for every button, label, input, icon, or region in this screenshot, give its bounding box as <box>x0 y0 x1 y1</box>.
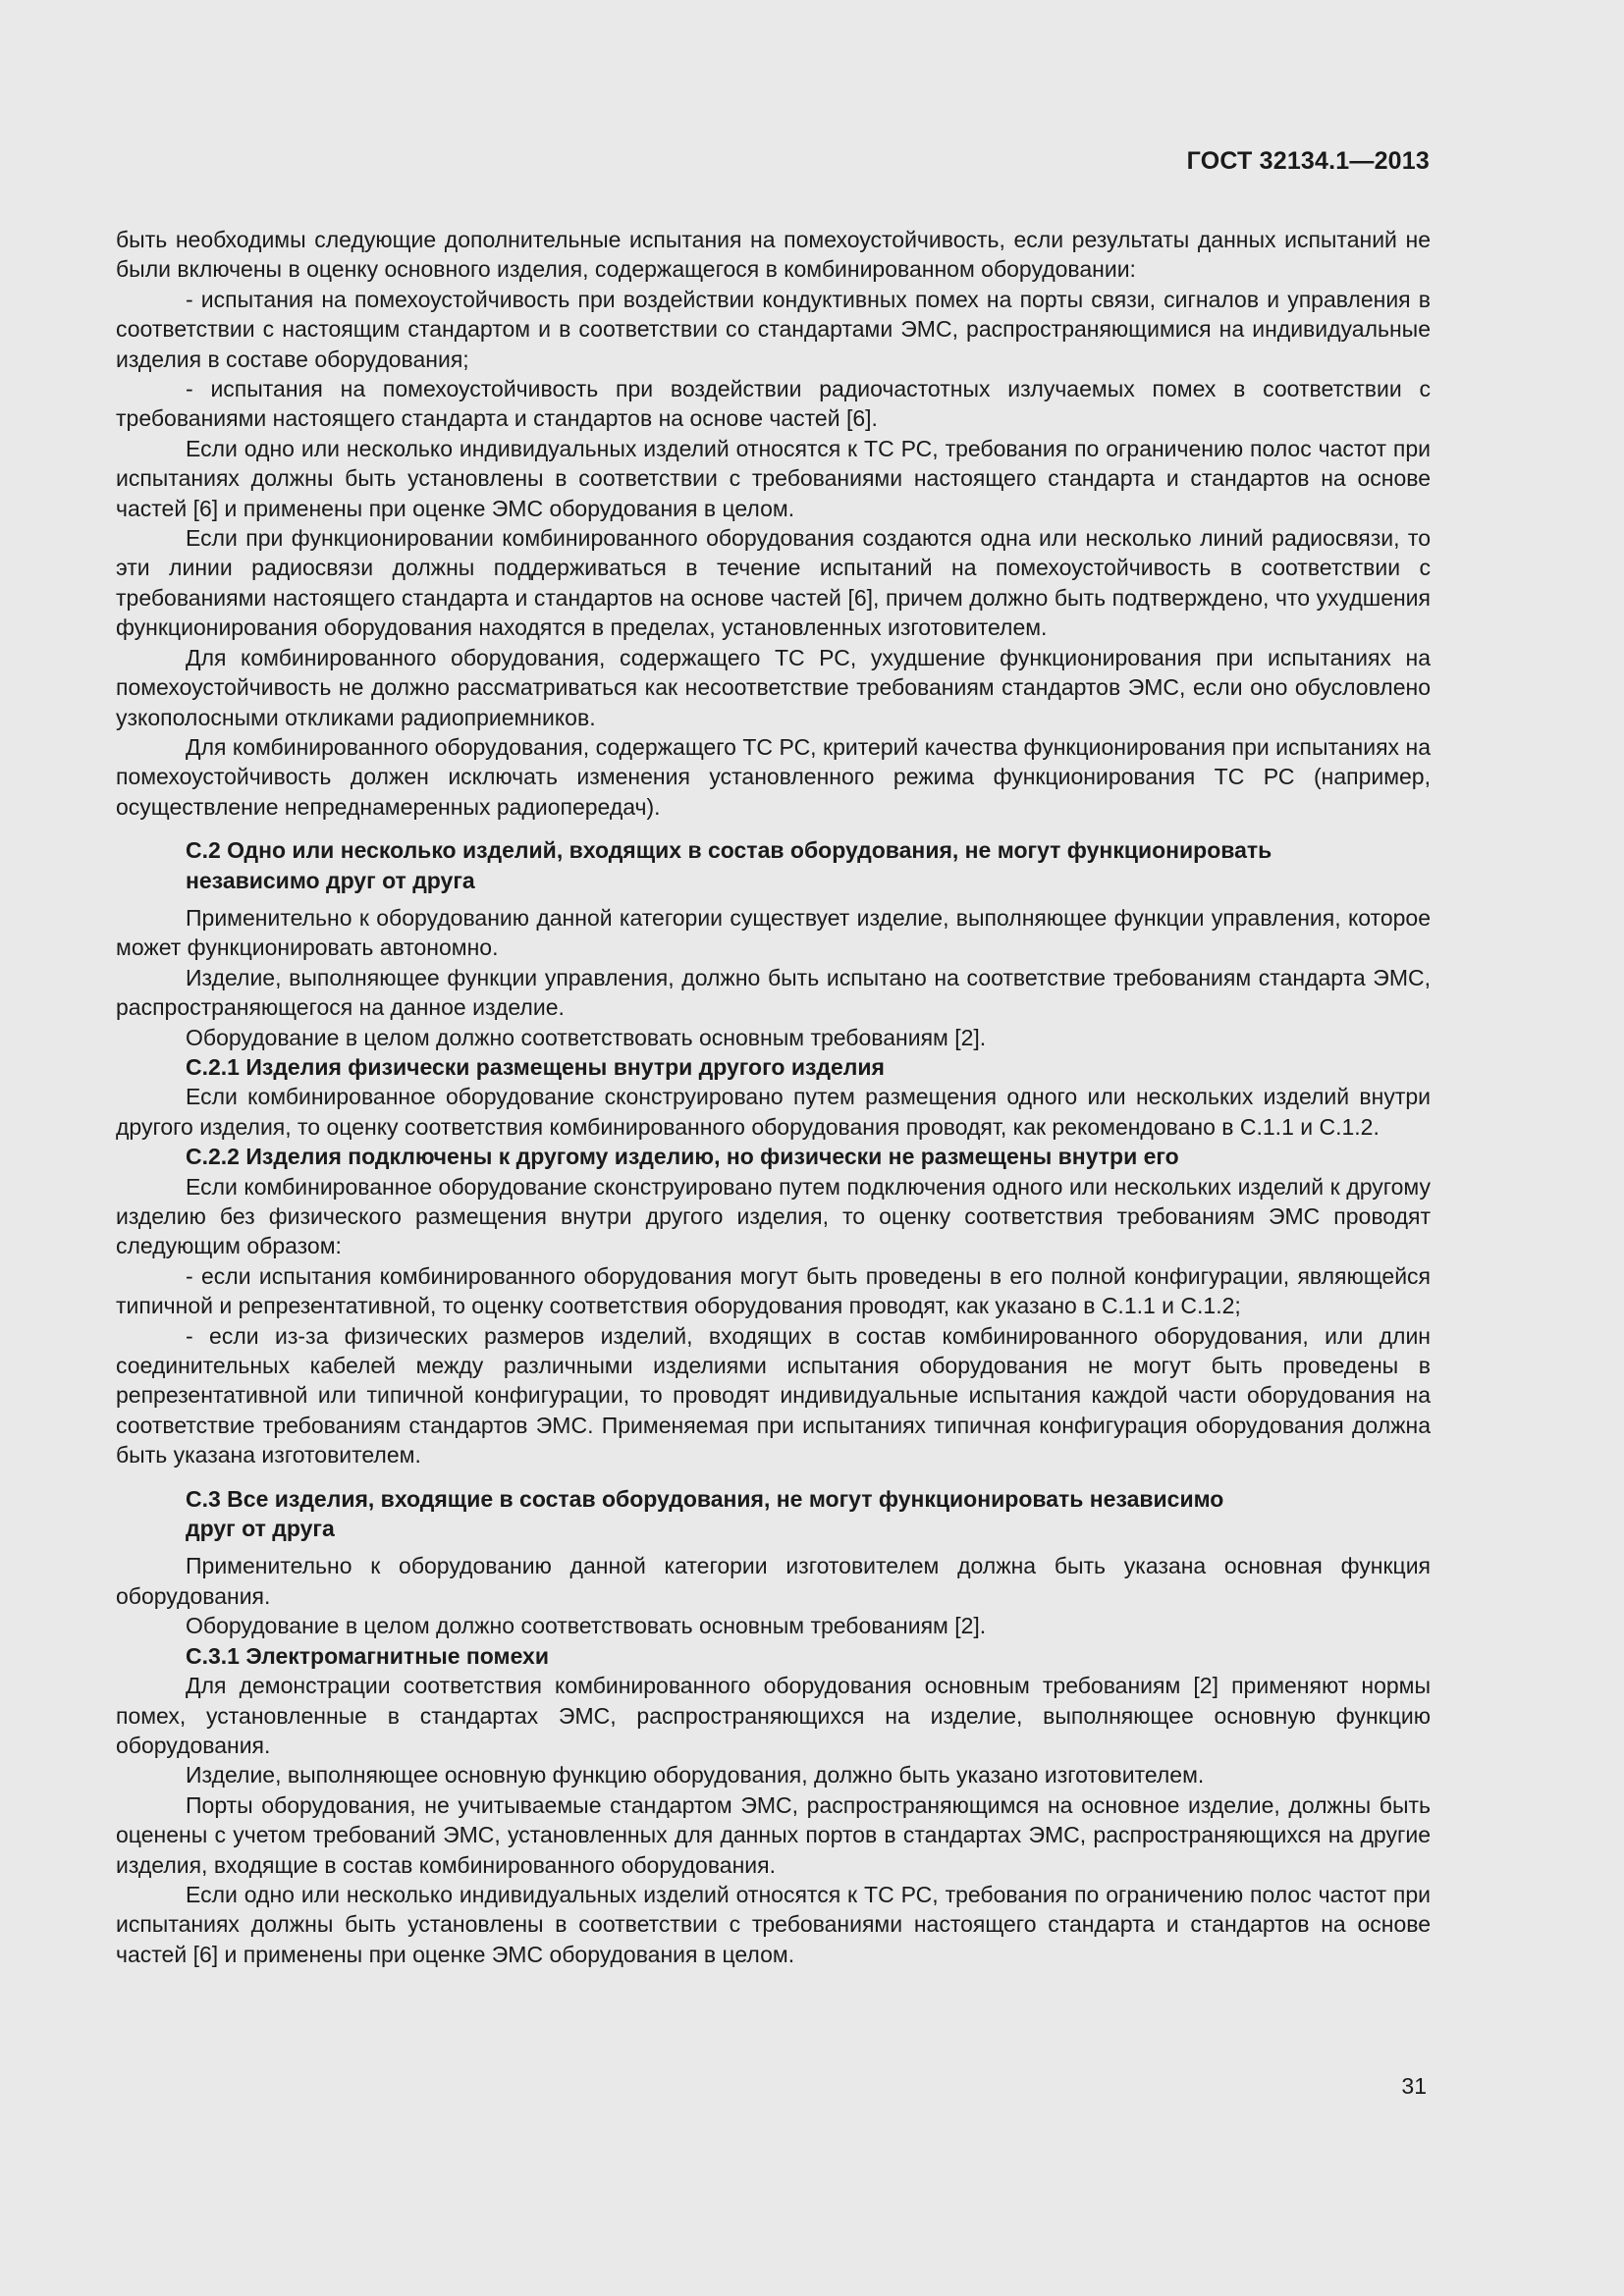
list-item: - испытания на помехоустойчивость при воздействии радиочастотных излучаемых помех в соответствии с требованиями настоящего стандарта и стандартов на основе частей [6]. <box>116 376 1431 432</box>
document-code: ГОСТ 32134.1—2013 <box>1186 147 1430 175</box>
page-number: 31 <box>1401 2073 1427 2099</box>
paragraph: Применительно к оборудованию данной категории существует изделие, выполняющее функции управления, которое может функционировать автономно. <box>116 904 1431 961</box>
paragraph: Применительно к оборудованию данной категории изготовителем должна быть указана основная функция оборудования. <box>116 1553 1431 1609</box>
paragraph: Для комбинированного оборудования, содержащего ТС РС, ухудшение функционирования при испытаниях на помехоустойчивость не должно рассматриваться как несоответствие требованиям стандартов ЭМС, если оно обусловлено узкополосными откликами радиоприемников. <box>116 644 1431 730</box>
paragraph: Изделие, выполняющее основную функцию оборудования, должно быть указано изготовителем. <box>186 1762 1205 1789</box>
paragraph: Порты оборудования, не учитываемые стандартом ЭМС, распространяющимся на основное изделие, должны быть оценены с учетом требований ЭМС, установленных для данных портов в стандартах ЭМС, распространяющихся на другие изделия, входящие в состав комбинированного оборудования. <box>116 1791 1431 1878</box>
list-item: - испытания на помехоустойчивость при воздействии кондуктивных помех на порты связи, сигналов и управления в соответствии с настоящим стандартом и в соответствии со стандартами ЭМС, распространяющимися на индивидуальные изделия в составе оборудования; <box>116 286 1431 372</box>
subsection-heading-c21: С.2.1 Изделия физически размещены внутри другого изделия <box>186 1053 885 1080</box>
paragraph: Изделие, выполняющее функции управления, должно быть испытано на соответствие требованиям стандарта ЭМС, распространяющегося на данное изделие. <box>116 964 1431 1021</box>
heading-line: С.3 Все изделия, входящие в состав оборудования, не могут функционировать независимо <box>186 1485 1224 1512</box>
paragraph: Если одно или несколько индивидуальных изделий относятся к ТС РС, требования по ограничению полос частот при испытаниях должны быть установлены в соответствии с требованиями настоящего стандарта и стандартов на основе частей [6] и применены при оценке ЭМС оборудования в целом. <box>116 435 1431 521</box>
paragraph: Если при функционировании комбинированного оборудования создаются одна или несколько линий радиосвязи, то эти линии радиосвязи должны поддерживаться в течение испытаний на помехоустойчивость в соответствии с требованиями настоящего стандарта и стандартов на основе частей [6], причем должно быть подтверждено, что ухудшения функционирования оборудования находятся в пределах, установленных изготовителем. <box>116 525 1431 641</box>
paragraph: Оборудование в целом должно соответствовать основным требованиям [2]. <box>186 1024 987 1050</box>
page-body <box>116 225 1431 1969</box>
paragraph: Если одно или несколько индивидуальных изделий относятся к ТС РС, требования по ограничению полос частот при испытаниях должны быть установлены в соответствии с требованиями настоящего стандарта и стандартов на основе частей [6] и применены при оценке ЭМС оборудования в целом. <box>116 1881 1431 1967</box>
subsection-heading-c31: С.3.1 Электромагнитные помехи <box>186 1642 549 1669</box>
paragraph: Если комбинированное оборудование сконструировано путем подключения одного или нескольких изделий к другому изделию без физического размещения внутри другого изделия, то оценку соответствия требованиям ЭМС проводят следующим образом: <box>116 1173 1431 1259</box>
section-heading-c3 <box>116 1484 1431 1544</box>
paragraph: Оборудование в целом должно соответствовать основным требованиям [2]. <box>186 1613 987 1639</box>
list-item: - если из-за физических размеров изделий, входящих в состав комбинированного оборудования, или длин соединительных кабелей между различными изделиями испытания оборудования не могут быть проведены в репрезентативной или типичной конфигурации, то проводят индивидуальные испытания каждой части оборудования на соответствие требованиям стандартов ЭМС. Применяемая при испытаниях типичная конфигурация оборудования должна быть указана изготовителем. <box>116 1322 1431 1468</box>
paragraph: Если комбинированное оборудование сконструировано путем размещения одного или нескольких изделий внутри другого изделия, то оценку соответствия комбинированного оборудования проводят, как рекомендовано в С.1.1 и С.1.2. <box>116 1084 1431 1140</box>
paragraph: быть необходимы следующие дополнительные испытания на помехоустойчивость, если результаты данных испытаний не были включены в оценку основного изделия, содержащегося в комбинированном оборудовании: <box>116 227 1431 283</box>
heading-line: С.2 Одно или несколько изделий, входящих в состав оборудования, не могут функционировать <box>186 837 1272 864</box>
section-heading-c2 <box>116 835 1431 895</box>
list-item: - если испытания комбинированного оборудования могут быть проведены в его полной конфигурации, являющейся типичной и репрезентативной, то оценку соответствия оборудования проводят, как указано в С.1.1 и С.1.2; <box>116 1262 1431 1319</box>
heading-line: друг от друга <box>186 1516 335 1542</box>
heading-line: независимо друг от друга <box>186 867 475 893</box>
subsection-heading-c22: С.2.2 Изделия подключены к другому изделию, но физически не размещены внутри его <box>186 1144 1179 1170</box>
paragraph: Для комбинированного оборудования, содержащего ТС РС, критерий качества функционирования при испытаниях на помехоустойчивость должен исключать изменения установленного режима функционирования ТС РС (например, осуществление непреднамеренных радиопередач). <box>116 733 1431 820</box>
paragraph: Для демонстрации соответствия комбинированного оборудования основным требованиям [2] применяют нормы помех, установленные в стандартах ЭМС, распространяющихся на изделие, выполняющее основную функцию оборудования. <box>116 1673 1431 1758</box>
